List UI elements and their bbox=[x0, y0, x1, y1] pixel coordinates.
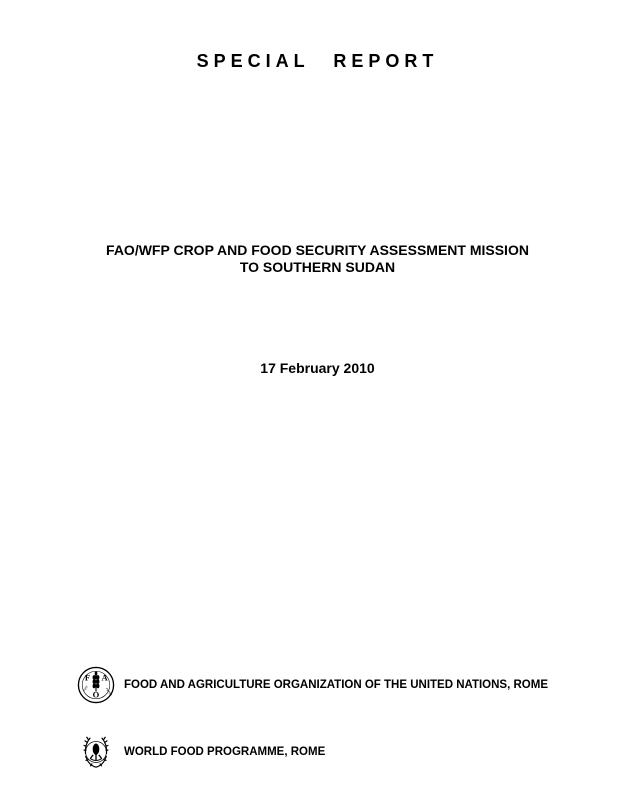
report-date: 17 February 2010 bbox=[260, 360, 375, 376]
svg-text:A: A bbox=[101, 672, 108, 683]
report-title bbox=[0, 242, 635, 276]
svg-text:F: F bbox=[84, 672, 91, 683]
fao-organization-name: FOOD AND AGRICULTURE ORGANIZATION OF THE UNITED NATIONS, ROME bbox=[124, 679, 548, 691]
wfp-organization-row bbox=[77, 733, 325, 771]
report-title-line-1: FAO/WFP CROP AND FOOD SECURITY ASSESSMENT MISSION bbox=[106, 242, 529, 258]
report-title-line-2: TO SOUTHERN SUDAN bbox=[239, 259, 396, 275]
svg-text:PANIS: PANIS bbox=[104, 687, 114, 697]
report-heading: SPECIAL REPORT bbox=[196, 51, 439, 71]
svg-text:O: O bbox=[92, 689, 100, 700]
fao-emblem-icon bbox=[77, 666, 115, 704]
svg-text:FIAT: FIAT bbox=[82, 684, 90, 693]
fao-organization-row bbox=[77, 666, 548, 704]
wfp-organization-name: WORLD FOOD PROGRAMME, ROME bbox=[124, 746, 326, 758]
wfp-emblem-icon bbox=[77, 733, 115, 771]
